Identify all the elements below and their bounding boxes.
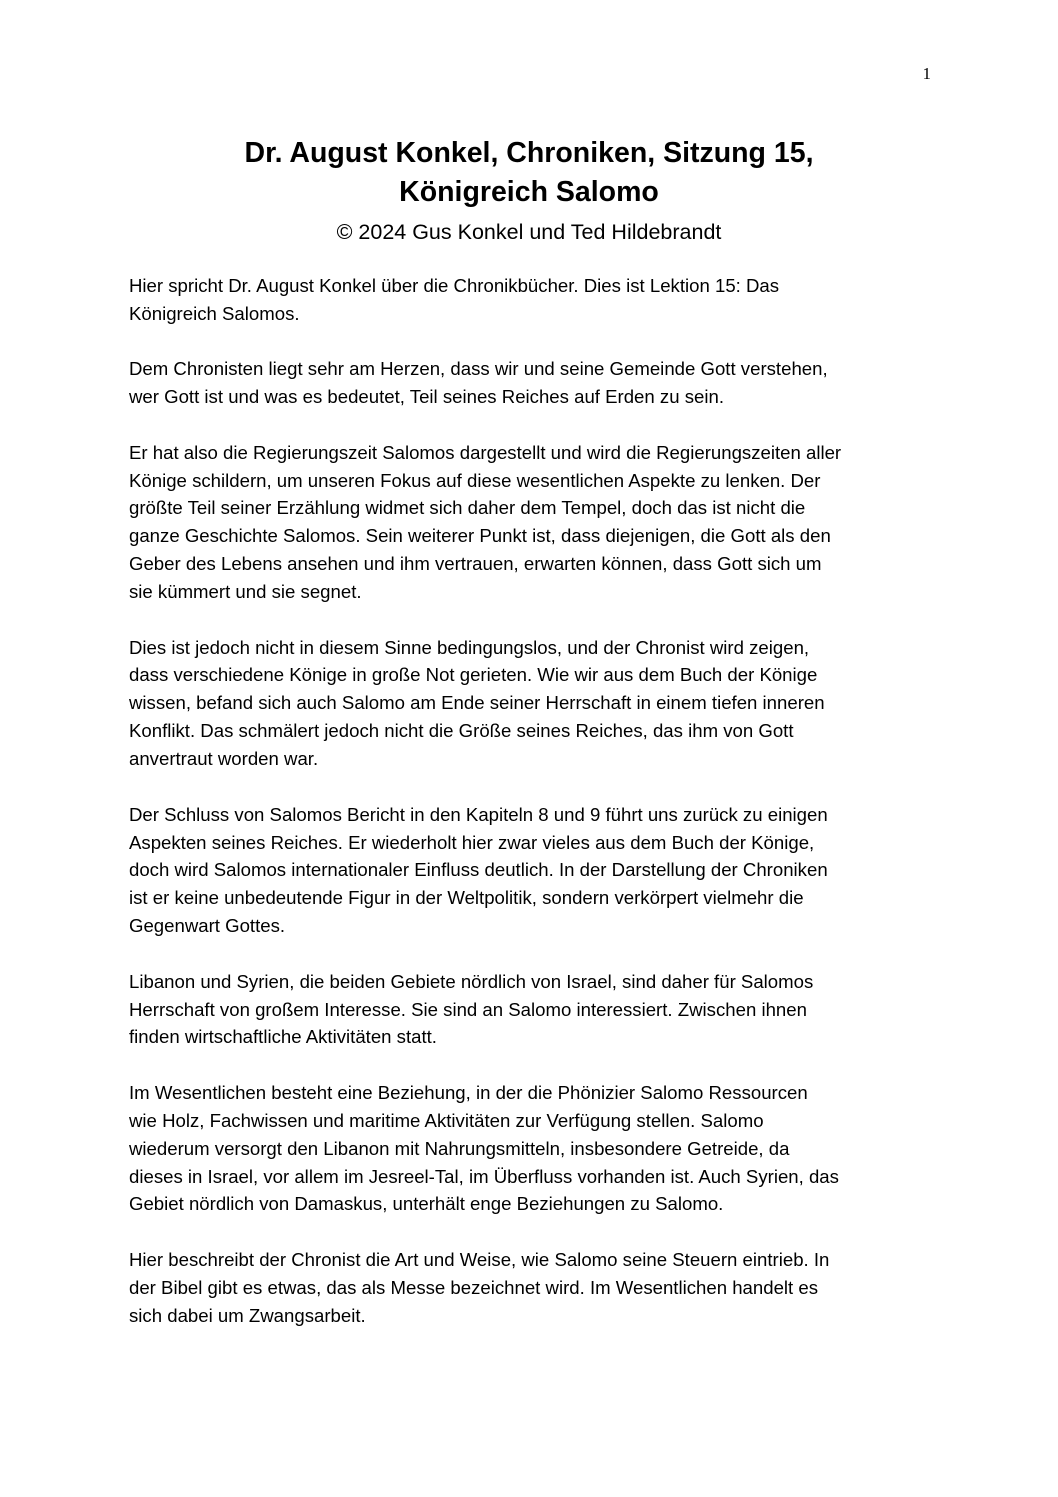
paragraph-line: sich dabei um Zwangsarbeit. bbox=[129, 1304, 366, 1326]
page-number: 1 bbox=[922, 64, 931, 83]
paragraph-line: Dem Chronisten liegt sehr am Herzen, dass wir und seine Gemeinde Gott verstehen, bbox=[129, 358, 828, 380]
title-line-2: Königreich Salomo bbox=[399, 176, 659, 208]
paragraph-line: der Bibel gibt es etwas, das als Messe bezeichnet wird. Im Wesentlichen handelt es bbox=[129, 1276, 819, 1298]
title-line-1: Dr. August Konkel, Chroniken, Sitzung 15, bbox=[244, 137, 814, 169]
paragraph-line: doch wird Salomos internationaler Einfluss deutlich. In der Darstellung der Chroniken bbox=[129, 859, 828, 881]
paragraph-line: wer Gott ist und was es bedeutet, Teil seines Reiches auf Erden zu sein. bbox=[129, 386, 724, 408]
paragraph-line: dieses in Israel, vor allem im Jesreel-Tal, im Überfluss vorhanden ist. Auch Syrien, das bbox=[129, 1165, 839, 1187]
paragraph bbox=[129, 272, 939, 328]
paragraph-line: Der Schluss von Salomos Bericht in den Kapiteln 8 und 9 führt uns zurück zu einigen bbox=[129, 803, 828, 825]
paragraph-line: dass verschiedene Könige in große Not gerieten. Wie wir aus dem Buch der Könige bbox=[129, 664, 818, 686]
paragraph-line: Hier spricht Dr. August Konkel über die Chronikbücher. Dies ist Lektion 15: Das bbox=[129, 275, 780, 296]
paragraph-line: ist er keine unbedeutende Figur in der Weltpolitik, sondern verkörpert vielmehr die bbox=[129, 887, 804, 909]
paragraph-line: Herrschaft von großem Interesse. Sie sind an Salomo interessiert. Zwischen ihnen bbox=[129, 998, 807, 1020]
paragraph bbox=[129, 355, 939, 411]
paragraph-line: Könige schildern, um unseren Fokus auf diese wesentlichen Aspekte zu lenken. Der bbox=[129, 469, 821, 491]
paragraph bbox=[129, 968, 939, 1052]
paragraph-line: wie Holz, Fachwissen und maritime Aktivitäten zur Verfügung stellen. Salomo bbox=[129, 1109, 764, 1131]
paragraph-line: Dies ist jedoch nicht in diesem Sinne bedingungslos, und der Chronist wird zeigen, bbox=[129, 636, 810, 658]
document-body bbox=[129, 272, 939, 1357]
paragraph bbox=[129, 439, 939, 606]
paragraph-line: Gegenwart Gottes. bbox=[129, 915, 286, 937]
paragraph bbox=[129, 801, 939, 941]
paragraph-line: Geber des Lebens ansehen und ihm vertrauen, erwarten können, dass Gott sich um bbox=[129, 553, 822, 575]
paragraph bbox=[129, 1079, 939, 1219]
paragraph-line: wissen, befand sich auch Salomo am Ende seiner Herrschaft in einem tiefen inneren bbox=[129, 692, 825, 714]
paragraph-line: ganze Geschichte Salomos. Sein weiterer Punkt ist, dass diejenigen, die Gott als den bbox=[129, 525, 831, 547]
paragraph-line: finden wirtschaftliche Aktivitäten statt. bbox=[129, 1026, 437, 1048]
paragraph-line: Er hat also die Regierungszeit Salomos dargestellt und wird die Regierungszeiten aller bbox=[129, 441, 842, 463]
paragraph-line: wiederum versorgt den Libanon mit Nahrungsmitteln, insbesondere Getreide, da bbox=[129, 1137, 790, 1159]
paragraph bbox=[129, 634, 939, 774]
paragraph bbox=[129, 1246, 939, 1330]
paragraph-line: Libanon und Syrien, die beiden Gebiete nördlich von Israel, sind daher für Salomos bbox=[129, 970, 814, 992]
paragraph-line: Hier beschreibt der Chronist die Art und Weise, wie Salomo seine Steuern eintrieb. In bbox=[129, 1248, 830, 1270]
paragraph-line: Königreich Salomos. bbox=[129, 302, 300, 324]
paragraph-line: Konflikt. Das schmälert jedoch nicht die Größe seines Reiches, das ihm von Gott bbox=[129, 720, 794, 742]
paragraph-line: sie kümmert und sie segnet. bbox=[129, 581, 362, 603]
paragraph-line: anvertraut worden war. bbox=[129, 748, 319, 770]
paragraph-line: größte Teil seiner Erzählung widmet sich daher dem Tempel, doch das ist nicht die bbox=[129, 497, 806, 519]
copyright-notice: © 2024 Gus Konkel und Ted Hildebrandt bbox=[336, 220, 722, 244]
paragraph-line: Im Wesentlichen besteht eine Beziehung, in der die Phönizier Salomo Ressourcen bbox=[129, 1081, 808, 1103]
paragraph-line: Aspekten seines Reiches. Er wiederholt hier zwar vieles aus dem Buch der Könige, bbox=[129, 831, 815, 853]
document-title bbox=[0, 134, 1058, 212]
paragraph-line: Gebiet nördlich von Damaskus, unterhält enge Beziehungen zu Salomo. bbox=[129, 1193, 724, 1215]
